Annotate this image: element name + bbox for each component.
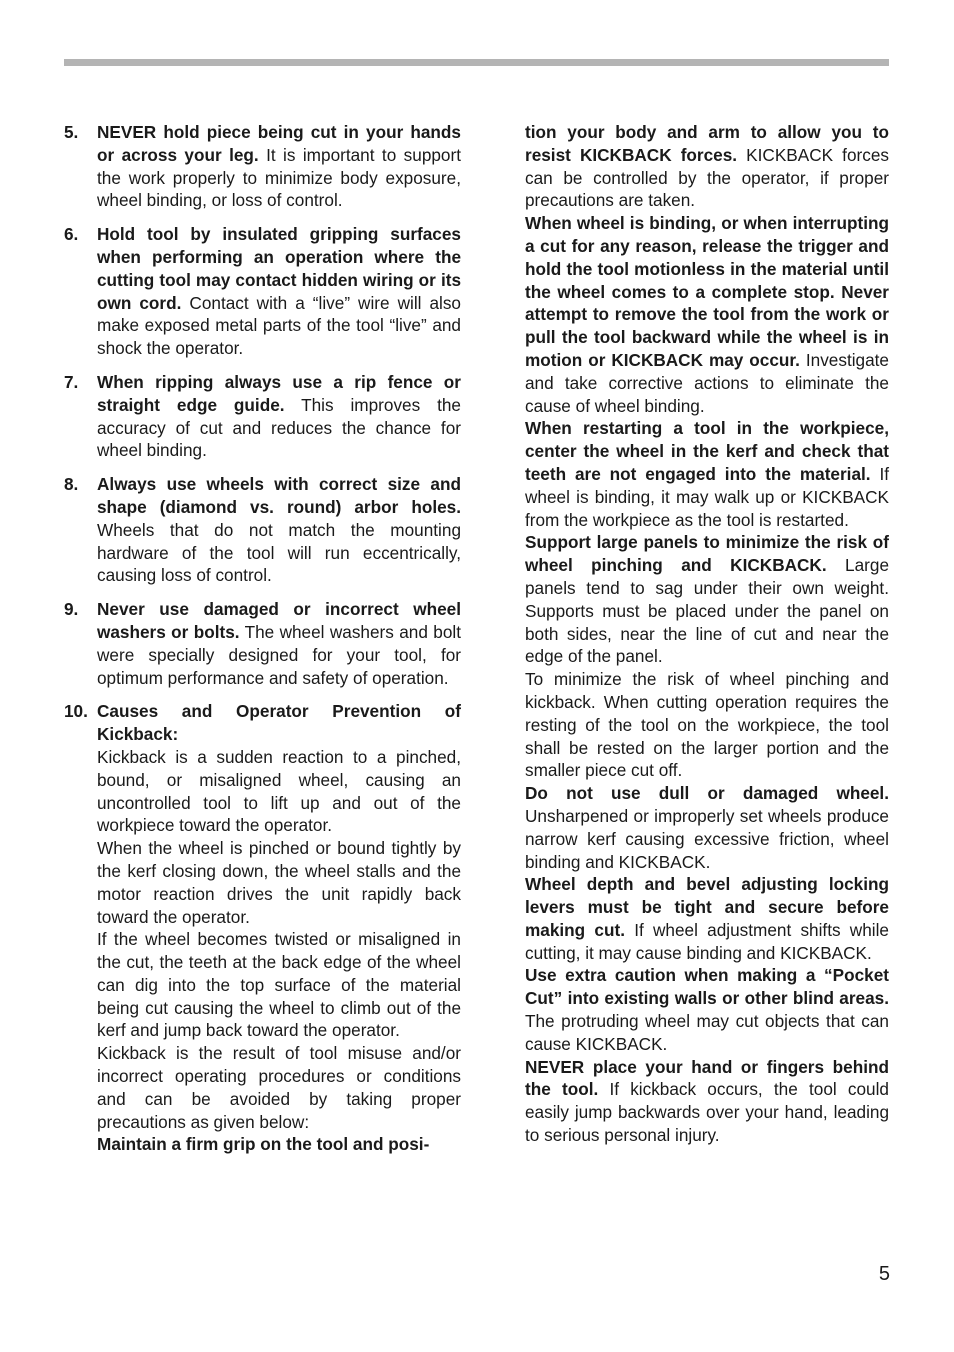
right-paragraph-7: [525, 873, 889, 964]
right-paragraph-2: [525, 212, 889, 417]
right-paragraph-9: [525, 1056, 889, 1147]
left-column: [64, 121, 461, 1167]
paragraph-text: The protruding wheel may cut objects that can cause KICKBACK.: [525, 1011, 889, 1054]
paragraph-text: Unsharpened or improperly set wheels produce narrow kerf causing excessive friction, wheel binding and KICKBACK.: [525, 805, 889, 872]
paragraph-bold: When restarting a tool in the workpiece, center the wheel in the kerf and check that teeth are not engaged into the material.: [525, 418, 889, 484]
paragraph-bold: Use extra caution when making a “Pocket Cut” into existing walls or other blind areas.: [525, 965, 889, 1009]
right-paragraph-6: [525, 782, 889, 873]
paragraph-bold: When wheel is binding, or when interrupting a cut for any reason, release the trigger and hold the tool motionless in the material until the wheel comes to a complete stop. Never attempt to remove the tool from the work or pull the tool backward while the wheel is in motion or KICKBACK may occur.: [525, 213, 889, 370]
item-text: This improves the accuracy of cut and reduces the chance for wheel binding.: [97, 394, 461, 461]
item-heading: When ripping always use a rip fence or straight edge guide.: [97, 371, 461, 415]
item-number: 9.: [64, 599, 79, 620]
paragraph-text: If wheel is binding, it may walk up or KICKBACK from the workpiece as the tool is restarted.: [525, 463, 889, 530]
kickback-paragraph-3: If the wheel becomes twisted or misaligned in the cut, the teeth at the back edge of the wheel can dig into the top surface of the material being cut causing the wheel to climb out of the kerf and jump back toward the operator.: [97, 929, 461, 1041]
item-number: 10.: [64, 701, 88, 722]
item-heading: Never use damaged or incorrect wheel washers or bolts.: [97, 599, 461, 642]
paragraph-text: KICKBACK forces can be controlled by the operator, if proper precautions are taken.: [525, 144, 889, 211]
safety-item-8: [64, 473, 461, 587]
safety-item-9: [64, 598, 461, 689]
item-text: Contact with a “live” wire will also make exposed metal parts of the tool “live” and shock the operator.: [97, 292, 461, 359]
right-paragraph-8: [525, 964, 889, 1055]
item-number: 8.: [64, 474, 79, 495]
kickback-heading: Causes and Operator Prevention of Kickback:: [97, 701, 461, 745]
paragraph-bold: NEVER place your hand or fingers behind the tool.: [525, 1056, 889, 1100]
item-heading: Hold tool by insulated gripping surfaces when performing an operation where the cutting tool may contact hidden wiring or its own cord.: [97, 224, 461, 313]
paragraph-text: To minimize the risk of wheel pinching and kickback. When cutting operation requires the resting of the tool on the workpiece, the tool shall be rested on the larger portion and the smaller piece cut off.: [525, 669, 889, 781]
paragraph-text: Investigate and take corrective actions to eliminate the cause of wheel binding.: [525, 349, 889, 416]
header-rule: [64, 59, 889, 66]
right-paragraph-3: [525, 417, 889, 531]
safety-item-5: [64, 121, 461, 212]
paragraph-bold: Wheel depth and bevel adjusting locking levers must be tight and secure before making cut.: [525, 874, 889, 940]
item-number: 5.: [64, 122, 79, 142]
paragraph-bold: Do not use dull or damaged wheel.: [525, 783, 889, 804]
right-column: [525, 121, 889, 1147]
kickback-paragraph-4: Kickback is the result of tool misuse and/or incorrect operating procedures or conditions and can be avoided by taking proper precautions as given below:: [97, 1043, 461, 1132]
paragraph-text: Large panels tend to sag under their own weight. Supports must be placed under the panel on both sides, near the line of cut and near the edge of the panel.: [525, 555, 890, 667]
item-text: It is important to support the work properly to minimize body exposure, wheel binding, or loss of control.: [97, 144, 461, 211]
page-number: 5: [878, 1263, 890, 1285]
paragraph-text: If wheel adjustment shifts while cutting, it may cause binding and KICKBACK.: [525, 919, 889, 963]
item-heading: NEVER hold piece being cut in your hands or across your leg.: [97, 122, 461, 165]
item-number: 6.: [64, 224, 79, 245]
paragraph-text: If kickback occurs, the tool could easily jump backwards over your hand, leading to serious personal injury.: [525, 1079, 889, 1146]
item-text: The wheel washers and bolt were specially designed for your tool, for optimum performance and safety of operation.: [97, 621, 461, 688]
paragraph-bold: tion your body and arm to allow you to resist KICKBACK forces.: [525, 122, 889, 165]
item-text: Wheels that do not match the mounting hardware of the tool will run eccentrically, causing loss of control.: [97, 519, 461, 586]
right-paragraph-1: [525, 121, 889, 212]
kickback-paragraph-5: Maintain a firm grip on the tool and posi-: [97, 1134, 430, 1155]
right-paragraph-5: [525, 668, 889, 782]
kickback-paragraph-1: Kickback is a sudden reaction to a pinched, bound, or misaligned wheel, causing an uncontrolled tool to lift up and out of the workpiece toward the operator.: [97, 746, 461, 836]
right-paragraph-4: [525, 531, 889, 668]
kickback-paragraph-2: When the wheel is pinched or bound tightly by the kerf closing down, the wheel stalls and the motor reaction drives the unit rapidly back toward the operator.: [97, 838, 461, 927]
safety-item-6: [64, 223, 461, 360]
safety-item-7: [64, 371, 461, 462]
safety-item-10: [64, 700, 461, 1156]
item-number: 7.: [64, 371, 79, 392]
item-heading: Always use wheels with correct size and shape (diamond vs. round) arbor holes.: [97, 474, 461, 517]
paragraph-bold: Support large panels to minimize the risk of wheel pinching and KICKBACK.: [525, 532, 889, 576]
